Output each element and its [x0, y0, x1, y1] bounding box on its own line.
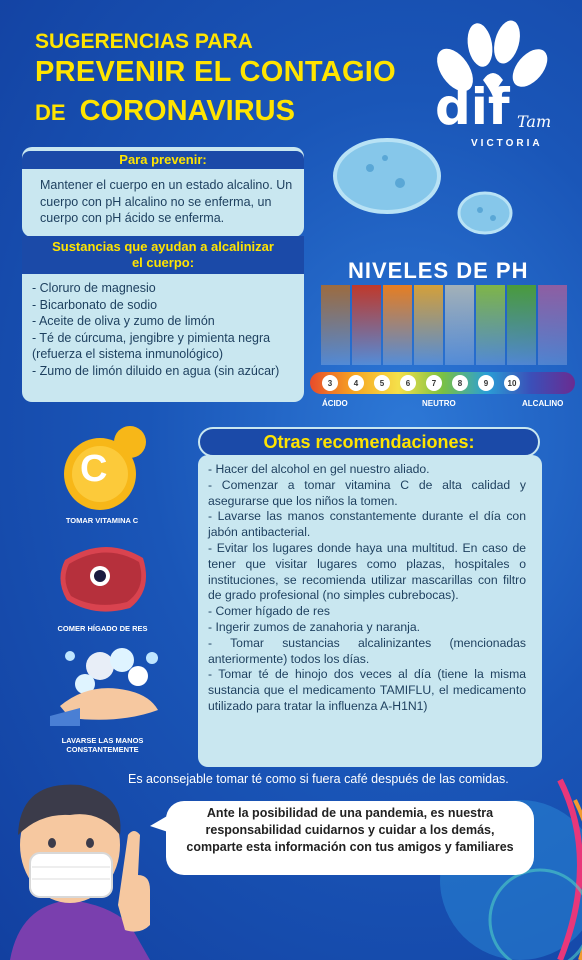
ph-food-column: [538, 285, 567, 365]
ph-food-column: [321, 285, 350, 365]
recommendations-header: Otras recomendaciones:: [263, 432, 475, 452]
list-item: - Lavarse las manos constantemente durante el día con jabón antibacterial.: [208, 509, 526, 540]
ph-food-column: [476, 285, 505, 365]
title-line2: PREVENIR EL CONTAGIO: [35, 56, 397, 88]
ph-scale-value: 8: [452, 375, 468, 391]
prevent-header: Para prevenir:: [22, 151, 304, 169]
list-item: - Tomar sustancias alcalinizantes (mencionadas anteriormente) todos los días.: [208, 635, 526, 666]
ph-food-column: [352, 285, 381, 365]
ph-food-column: [445, 285, 474, 365]
list-item: - Hacer del alcohol en gel nuestro aliado.: [208, 462, 430, 476]
person-with-mask-icon: [0, 775, 175, 960]
prevent-text: Mantener el cuerpo en un estado alcalino. Un cuerpo con pH alcalino no se enferma, un cuerpo con pH ácido se enferma.: [40, 178, 293, 225]
vitamin-c-caption: TOMAR VITAMINA C: [65, 516, 139, 525]
list-item: - Té de cúrcuma, jengibre y pimienta negra (refuerza el sistema inmunológico): [32, 330, 271, 361]
list-item: - Cloruro de magnesio: [32, 281, 156, 295]
virus-icon: [325, 128, 515, 258]
ph-food-columns: [320, 285, 568, 365]
ph-scale-value: 7: [426, 375, 442, 391]
ph-alkaline-label: ALCALINO: [522, 399, 564, 408]
hands-caption: LAVARSE LAS MANOS CONSTANTEMENTE: [61, 736, 144, 754]
logo-tam: Tam: [517, 112, 552, 131]
list-item: - Evitar los lugares donde haya una multitud. En caso de tener que visitar lugares como plazas, hospitales o instituciones, se recomienda utilizar mascarillas con filtro de grado profesional (no simples cubrebocas).: [208, 540, 526, 603]
footer-note: Es aconsejable tomar té como si fuera café después de las comidas.: [128, 772, 509, 786]
list-item: - Bicarbonato de sodio: [32, 297, 158, 312]
ph-scale-value: 9: [478, 375, 494, 391]
ph-food-column: [507, 285, 536, 365]
substances-header-1: Sustancias que ayudan a alcalinizar: [52, 239, 274, 254]
title-line3: [35, 95, 295, 128]
logo-city: VICTORIA: [471, 138, 543, 149]
ph-scale-value: 10: [504, 375, 520, 391]
vitamin-c-letter: C: [80, 448, 108, 490]
ph-food-column: [414, 285, 443, 365]
logo-dif: dif: [435, 78, 510, 136]
hands-washing-icon: [50, 636, 165, 726]
ph-scale: [310, 372, 575, 394]
title-de: DE: [35, 100, 66, 125]
substances-header: [22, 236, 304, 274]
substances-card: [22, 236, 304, 402]
ph-acid-label: ÁCIDO: [322, 399, 348, 408]
list-item: - Comenzar a tomar vitamina C de alta calidad y asegurarse que los niños la tomen.: [208, 477, 526, 508]
liver-caption: COMER HÍGADO DE RES: [57, 624, 148, 633]
substances-header-2: el cuerpo:: [131, 255, 195, 270]
list-item: - Comer hígado de res: [208, 604, 330, 619]
recommendations-list: [208, 462, 526, 715]
ph-scale-value: 5: [374, 375, 390, 391]
ph-neutral-label: NEUTRO: [422, 399, 456, 408]
title-coronavirus: CORONAVIRUS: [79, 95, 295, 127]
ph-title: NIVELES DE PH: [348, 258, 529, 283]
list-item: - Aceite de oliva y zumo de limón: [32, 314, 215, 328]
recommendations-header-box: [198, 427, 540, 457]
prevent-card: [22, 147, 304, 237]
list-item: - Zumo de limón diluido en agua (sin azúcar): [32, 363, 280, 378]
ph-scale-value: 4: [348, 375, 364, 391]
ph-food-column: [383, 285, 412, 365]
ph-scale-value: 3: [322, 375, 338, 391]
list-item: - Tomar té de hinojo dos veces al día (tiene la misma sustancia que el medicamento TAMIFLU, el medicamento utilizado para tratar la influenza A-H1N1): [208, 667, 526, 713]
ph-scale-value: 6: [400, 375, 416, 391]
list-item: - Ingerir zumos de zanahoria y naranja.: [208, 619, 421, 634]
speech-bubble: Ante la posibilidad de una pandemia, es nuestra responsabilidad cuidarnos y cuidar a los demás, comparte esta información con tus amigos y familiares: [166, 801, 534, 875]
substances-list: [22, 274, 304, 379]
liver-icon: [55, 540, 150, 615]
title-line1: SUGERENCIAS PARA: [35, 30, 253, 53]
